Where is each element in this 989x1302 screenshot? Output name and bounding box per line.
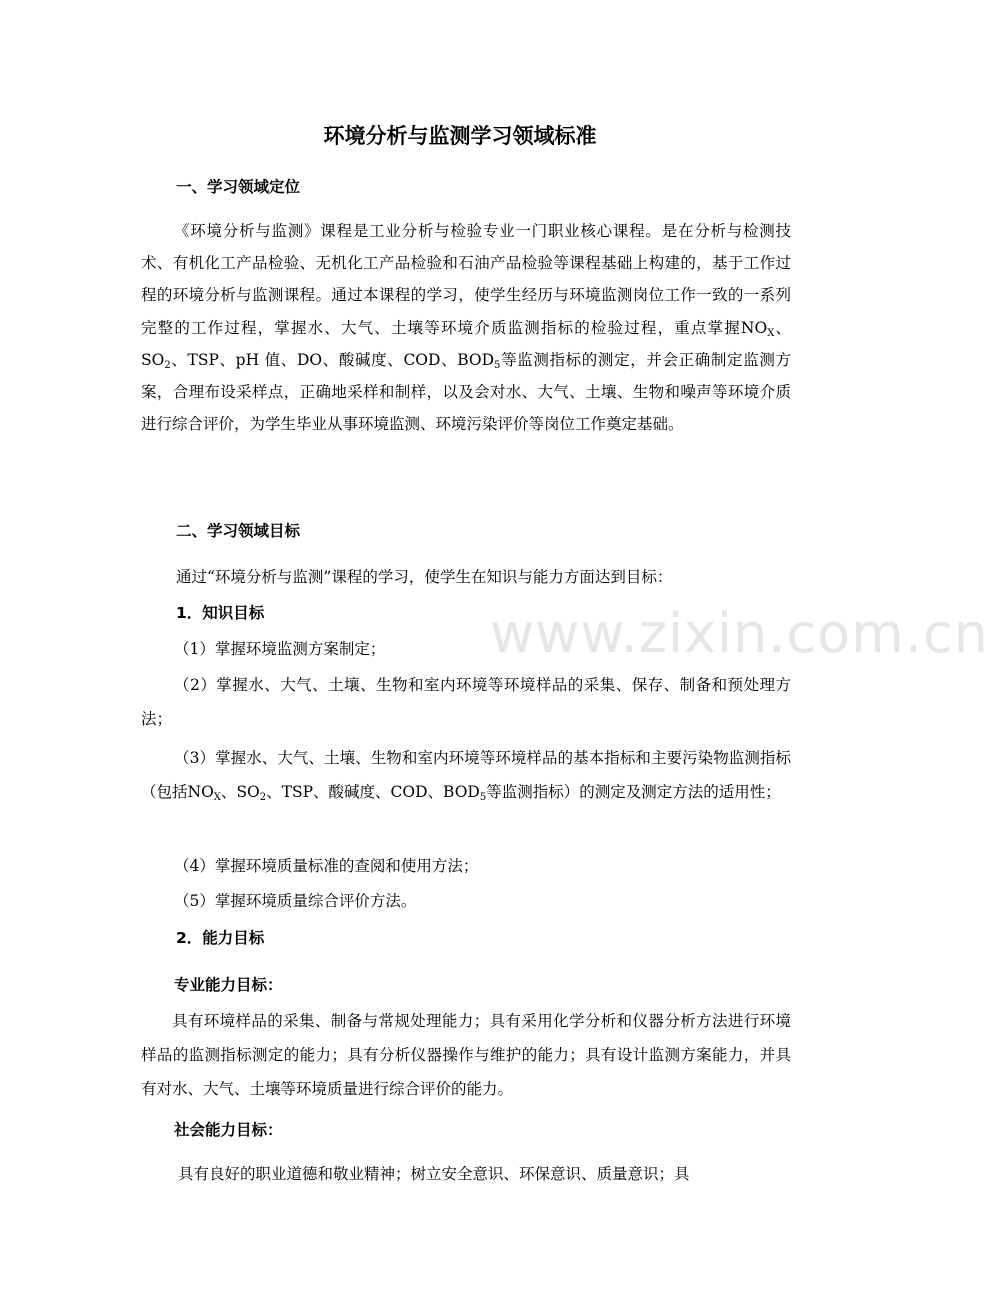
- knowledge-item-2: （2）掌握水、大气、土壤、生物和室内环境等环境样品的采集、保存、制备和预处理方法；: [141, 676, 791, 728]
- document-title: 环境分析与监测学习领域标准: [323, 124, 597, 148]
- knowledge-heading: 1．知识目标: [176, 604, 265, 622]
- section1-paragraph: 《环境分析与监测》课程是工业分析与检验专业一门职业核心课程。是在分析与检测技术、有机化工产品检验、无机化工产品检验和石油产品检验等课程基础上构建的，基于工作过程的环境分析与监测课程。通过本课程的学习，使学生经历与环境监测岗位工作一致的一系列完整的工作过程，掌握水、大气、土壤等环境介质监测指标的检验过程，重点掌握$NO_X$、$SO_2$、TSP、pH 值、DO、酸碱度、COD、$BOD_5$等监测指标的测定，并会正确制定监测方案，合理布设采样点，正确地采样和制样，以及会对水、大气、土壤、生物和噪声等环境介质进行综合评价，为学生毕业从事环境监测、环境污染评价等岗位工作奠定基础。: [141, 222, 791, 434]
- bod5-formula: $BOD_5$: [457, 350, 501, 371]
- section2-heading: 二、学习领域目标: [176, 522, 301, 540]
- bod5-formula: $BOD_5$: [443, 783, 487, 803]
- watermark: www.zixin.com.cn: [490, 602, 989, 665]
- ability-heading: 2．能力目标: [176, 929, 265, 947]
- professional-ability-text: 具有环境样品的采集、制备与常规处理能力；具有采用化学分析和仪器分析方法进行环境样品的监测指标测定的能力；具有分析仪器操作与维护的能力；具有设计监测方案能力，并具有对水、大气、土壤等环境质量进行综合评价的能力。: [141, 1012, 791, 1098]
- section1-text-b: 、TSP、pH 值、DO、酸碱度、COD、: [170, 350, 458, 369]
- section1-text-a: 《环境分析与监测》课程是工业分析与检验专业一门职业核心课程。是在分析与检测技术、有机化工产品检验、无机化工产品检验和石油产品检验等课程基础上构建的，基于工作过程的环境分析与监测课程。通过本课程的学习，使学生经历与环境监测岗位工作一致的一系列完整的工作过程，掌握水、大气、土壤等环境介质监测指标的检验过程，重点掌握: [141, 222, 791, 337]
- so2-formula: $SO_2$: [236, 783, 267, 803]
- nox-formula: $NO_X$: [740, 318, 775, 339]
- so2-formula: $SO_2$: [141, 350, 171, 371]
- knowledge-item-5: （5）掌握环境质量综合评价方法。: [174, 892, 417, 910]
- section1-text-c: 等监测指标的测定，并会正确制定监测方案，合理布设采样点，正确地采样和制样，以及会对水、大气、土壤、生物和噪声等环境介质进行综合评价，为学生毕业从事环境监测、环境污染评价等岗位工作奠定基础。: [141, 350, 791, 434]
- knowledge-item-1: （1）掌握环境监测方案制定；: [174, 640, 386, 658]
- knowledge-item-4: （4）掌握环境质量标准的查阅和使用方法；: [174, 857, 479, 875]
- professional-ability-heading: 专业能力目标：: [174, 976, 283, 994]
- knowledge-item-3: （3）掌握水、大气、土壤、生物和室内环境等环境样品的基本指标和主要污染物监测指标（包括$NO_X$、$SO_2$、TSP、酸碱度、COD、$BOD_5$等监测指标）的测定及测定方法的适用性；: [141, 749, 791, 803]
- section2-intro: 通过“环境分析与监测”课程的学习，使学生在知识与能力方面达到目标：: [176, 568, 673, 586]
- social-ability-text: 具有良好的职业道德和敬业精神；树立安全意识、环保意识、质量意识；具: [178, 1165, 690, 1183]
- social-ability-heading: 社会能力目标：: [174, 1121, 283, 1139]
- nox-formula: $NO_X$: [187, 783, 221, 803]
- section1-heading: 一、学习领域定位: [176, 178, 301, 196]
